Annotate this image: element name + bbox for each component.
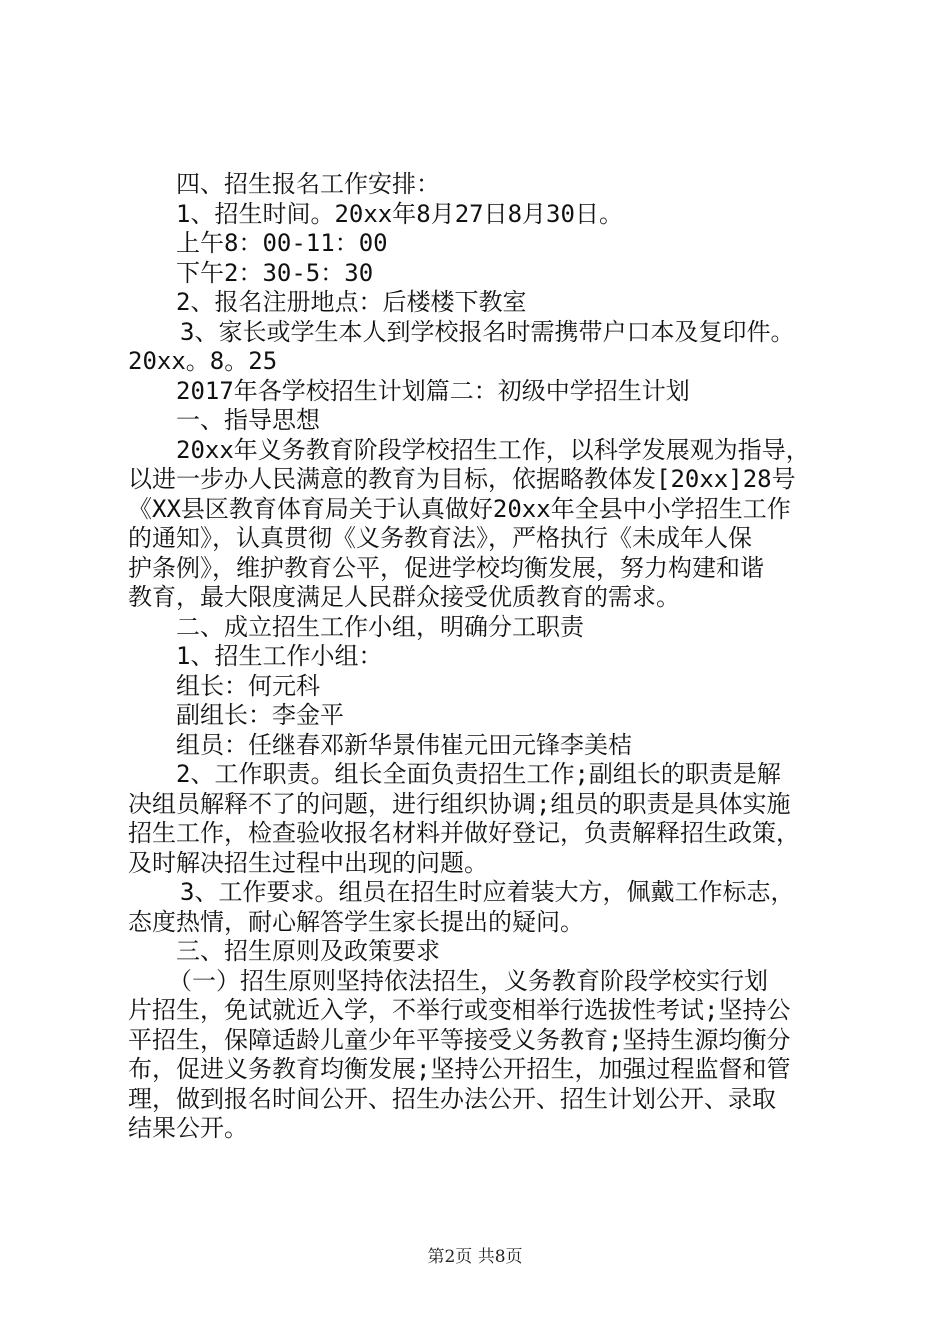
paragraph-line: 理，做到报名时间公开、招生办法公开、招生计划公开、录取 xyxy=(128,1084,776,1113)
paragraph-line: 布，促进义务教育均衡发展;坚持公开招生，加强过程监督和管 xyxy=(128,1055,791,1083)
paragraph-line: （一）招生原则坚持依法招生，义务教育阶段学校实行划 xyxy=(168,966,768,995)
paragraph-line: 1、招生工作小组： xyxy=(176,642,383,670)
section-heading: 二、成立招生工作小组，明确分工职责 xyxy=(176,612,584,641)
paragraph-line: 以进一步办人民满意的教育为目标，依据略教体发[20xx]28号 xyxy=(128,465,796,493)
paragraph-line: 招生工作，检查验收报名材料并做好登记，负责解释招生政策， xyxy=(128,819,800,847)
paragraph-line: 组长：何元科 xyxy=(176,671,320,700)
paragraph-line: 下午2：30-5：30 xyxy=(176,258,374,287)
paragraph-line: 态度热情，耐心解答学生家长提出的疑问。 xyxy=(128,907,584,936)
document-body xyxy=(128,170,848,1144)
section-heading: 三、招生原则及政策要求 xyxy=(176,937,440,965)
paragraph-line: 上午8：00-11：00 xyxy=(176,229,388,257)
section-heading: 一、指导思想 xyxy=(176,406,320,434)
paragraph-line: 3、工作要求。组员在招生时应着装大方，佩戴工作标志， xyxy=(180,878,795,906)
paragraph-line: 决组员解释不了的问题，进行组织协调;组员的职责是具体实施 xyxy=(128,789,791,818)
paragraph-line: 20xx。8。25 xyxy=(128,347,278,375)
section-heading: 四、招生报名工作安排： xyxy=(176,170,440,198)
paragraph-line: 1、招生时间。20xx年8月27日8月30日。 xyxy=(176,199,623,228)
paragraph-line: 《XX县区教育体育局关于认真做好20xx年全县中小学招生工作 xyxy=(128,494,791,523)
section-heading: 2017年各学校招生计划篇二：初级中学招生计划 xyxy=(176,376,690,405)
paragraph-line: 副组长：李金平 xyxy=(176,701,344,729)
page-number: 第2页 共8页 xyxy=(427,1247,523,1267)
paragraph-line: 2、报名注册地点：后楼楼下教室 xyxy=(176,288,527,316)
paragraph-line: 平招生，保障适龄儿童少年平等接受义务教育;坚持生源均衡分 xyxy=(128,1025,791,1054)
paragraph-line: 20xx年义务教育阶段学校招生工作，以科学发展观为指导， xyxy=(176,435,810,464)
paragraph-line: 3、家长或学生本人到学校报名时需携带户口本及复印件。 xyxy=(180,317,795,346)
paragraph-line: 2、工作职责。组长全面负责招生工作;副组长的职责是解 xyxy=(176,760,781,788)
paragraph-line: 的通知》，认真贯彻《义务教育法》，严格执行《未成年人保 xyxy=(128,524,752,552)
paragraph-line: 结果公开。 xyxy=(128,1114,248,1142)
paragraph-line: 片招生，免试就近入学，不举行或变相举行选拔性考试;坚持公 xyxy=(128,996,791,1024)
paragraph-line: 组员：任继春邓新华景伟崔元田元锋李美桔 xyxy=(176,730,632,759)
paragraph-line: 护条例》，维护教育公平，促进学校均衡发展，努力构建和谐 xyxy=(128,553,764,582)
paragraph-line: 教育，最大限度满足人民群众接受优质教育的需求。 xyxy=(128,583,680,611)
paragraph-line: 及时解决招生过程中出现的问题。 xyxy=(128,848,488,877)
